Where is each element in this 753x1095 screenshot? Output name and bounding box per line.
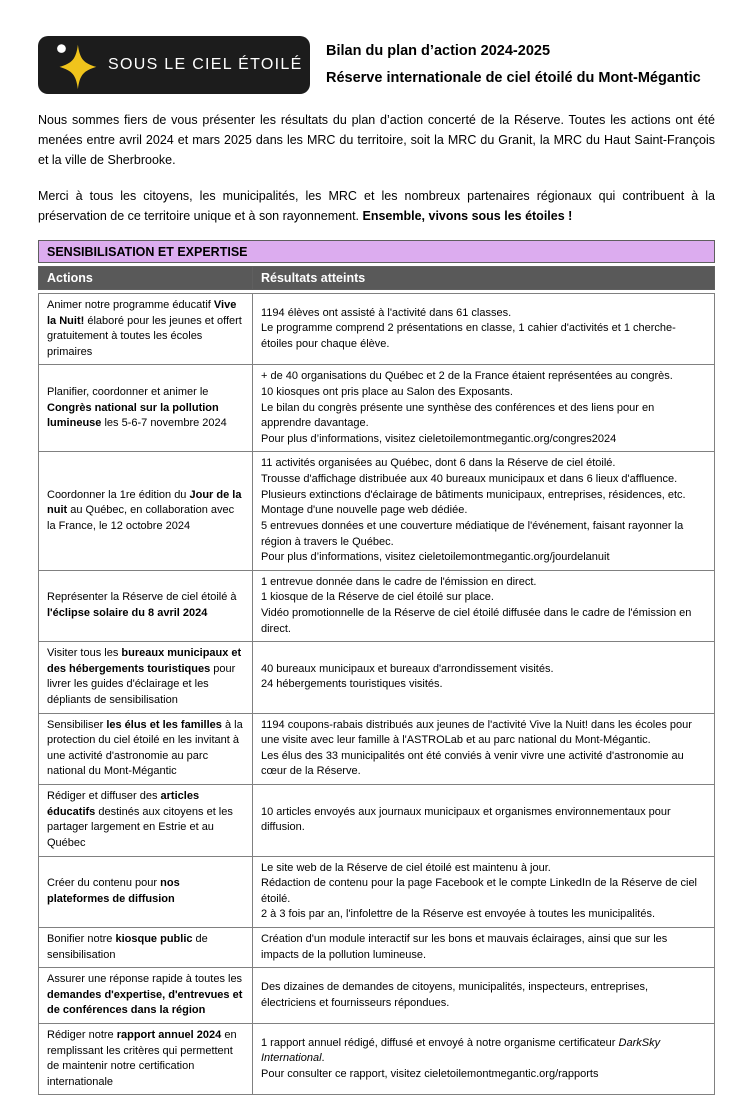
result-line bbox=[261, 861, 706, 877]
text-segment: Vive la Nuit! bbox=[47, 299, 237, 327]
result-line bbox=[261, 1036, 706, 1067]
star-icon bbox=[44, 36, 106, 94]
text-segment: rapport annuel 2024 bbox=[116, 1028, 222, 1041]
text-segment: élaboré pour les jeunes et offert gratuitement à toutes les écoles primaires bbox=[47, 314, 242, 358]
text-segment: Congrès national sur la pollution lumineuse bbox=[47, 401, 219, 430]
text-segment: Coordonner la 1re édition du bbox=[47, 488, 190, 501]
intro-paragraph-2 bbox=[38, 186, 715, 226]
table-row bbox=[39, 968, 715, 1024]
result-line bbox=[261, 932, 706, 963]
result-line bbox=[261, 805, 706, 836]
document-titles bbox=[326, 38, 701, 92]
result-line bbox=[261, 432, 706, 448]
text-segment: de sensibilisation bbox=[47, 932, 208, 961]
result-line bbox=[261, 718, 706, 749]
table-row bbox=[39, 294, 715, 365]
text-segment: 40 bureaux municipaux et bureaux d'arrondissement visités. bbox=[261, 662, 554, 675]
result-line bbox=[261, 550, 706, 566]
text-segment: Visiter tous les bbox=[47, 647, 122, 660]
result-line bbox=[261, 519, 706, 550]
action-cell bbox=[39, 856, 253, 927]
results-cell bbox=[253, 642, 715, 713]
results-cell bbox=[253, 968, 715, 1024]
column-header-actions: Actions bbox=[39, 267, 253, 290]
column-header-results: Résultats atteints bbox=[253, 267, 715, 290]
table-column-header bbox=[38, 266, 715, 290]
document-header bbox=[38, 36, 715, 94]
result-line bbox=[261, 606, 706, 637]
text-segment: nos plateformes de diffusion bbox=[47, 877, 180, 905]
dot-icon bbox=[57, 44, 66, 53]
result-line bbox=[261, 369, 706, 385]
action-cell bbox=[39, 570, 253, 641]
text-segment: 1194 coupons-rabais distribués aux jeunes de l'activité Vive la Nuit! dans les écoles pour une visite avec leur famille à l'ASTROLab et au parc national du Mont-Mégantic. bbox=[261, 718, 692, 747]
text-segment: 1 kiosque de la Réserve de ciel étoilé sur place. bbox=[261, 591, 494, 604]
text-segment: Rédiger notre bbox=[47, 1028, 117, 1041]
result-line bbox=[261, 662, 706, 678]
result-line bbox=[261, 472, 706, 488]
result-line bbox=[261, 385, 706, 401]
text-segment: Représenter la Réserve de ciel étoilé à bbox=[47, 591, 237, 604]
results-cell bbox=[253, 365, 715, 452]
table-row bbox=[39, 452, 715, 570]
text-segment: Rédaction de contenu pour la page Facebook et le compte LinkedIn de la Réserve de ciel étoilé. bbox=[261, 877, 698, 905]
text-segment: Animer notre programme éducatif bbox=[47, 299, 214, 311]
text-segment: 2 à 3 fois par an, l'infolettre de la Réserve est envoyée à toutes les municipalités. bbox=[261, 908, 656, 921]
text-segment: + de 40 organisations du Québec et 2 de la France étaient représentées au congrès. bbox=[261, 370, 673, 383]
text-segment: Les élus des 33 municipalités ont été conviés à venir vivre une activité d'astronomie au cœur de la Réserve. bbox=[261, 749, 684, 778]
text-segment: 1 entrevue donnée dans le cadre de l'émission en direct. bbox=[261, 575, 537, 588]
action-cell bbox=[39, 294, 253, 365]
text-segment: Des dizaines de demandes de citoyens, municipalités, inspecteurs, entreprises, électriciens et fournisseurs répondues. bbox=[261, 980, 649, 1009]
text-segment: en remplissant les critères qui permettent de maintenir notre certification internationale bbox=[47, 1028, 237, 1088]
table-row bbox=[39, 365, 715, 452]
table-row bbox=[39, 927, 715, 967]
text-segment: 5 entrevues données et une couverture médiatique de l'événement, faisant rayonner la région à travers le Québec. bbox=[261, 519, 684, 548]
text-segment: Rédiger et diffuser des bbox=[47, 790, 161, 803]
text-segment: kiosque public bbox=[115, 932, 193, 945]
text-segment: Vidéo promotionnelle de la Réserve de ciel étoilé diffusée dans le cadre de l'émission en direct. bbox=[261, 606, 692, 635]
text-segment: 1194 élèves ont assisté à l'activité dans 61 classes. bbox=[261, 306, 512, 319]
text-segment: Trousse d'affichage distribuée aux 40 bureaux municipaux et dans 6 lieux d'affluence. bbox=[261, 473, 678, 486]
action-cell bbox=[39, 927, 253, 967]
text-segment: 10 articles envoyés aux journaux municipaux et organismes environnementaux pour diffusion. bbox=[261, 805, 671, 834]
result-line bbox=[261, 980, 706, 1011]
result-line bbox=[261, 1067, 706, 1083]
text-segment: 10 kiosques ont pris place au Salon des Exposants. bbox=[261, 386, 513, 399]
result-line bbox=[261, 876, 706, 907]
results-cell bbox=[253, 927, 715, 967]
result-line bbox=[261, 306, 706, 322]
logo-text: SOUS LE CIEL ÉTOILÉ bbox=[108, 56, 303, 73]
text-segment: Jour de la nuit bbox=[47, 488, 242, 517]
results-cell bbox=[253, 1023, 715, 1094]
results-cell bbox=[253, 294, 715, 365]
text-segment: Le site web de la Réserve de ciel étoilé est maintenu à jour. bbox=[261, 861, 551, 874]
results-table bbox=[38, 293, 715, 1095]
document-title-line1: Bilan du plan d’action 2024-2025 bbox=[326, 43, 551, 59]
text-segment: Planifier, coordonner et animer le bbox=[47, 386, 209, 399]
section-title-band: SENSIBILISATION ET EXPERTISE bbox=[38, 240, 715, 263]
table-row bbox=[39, 642, 715, 713]
result-line bbox=[261, 677, 706, 693]
text-segment: destinés aux citoyens et les partager largement en Estrie et au Québec bbox=[47, 805, 233, 849]
table-row bbox=[39, 1023, 715, 1094]
text-segment: Pour consulter ce rapport, visitez cieletoilemontmegantic.org/rapports bbox=[261, 1068, 599, 1080]
action-cell bbox=[39, 713, 253, 784]
result-line bbox=[261, 488, 706, 504]
result-line bbox=[261, 503, 706, 519]
text-segment: au Québec, en collaboration avec la France, le 12 octobre 2024 bbox=[47, 504, 235, 532]
result-line bbox=[261, 456, 706, 472]
text-segment: l'éclipse solaire du 8 avril 2024 bbox=[47, 606, 208, 619]
text-segment: Montage d'une nouvelle page web dédiée. bbox=[261, 504, 468, 517]
table-row bbox=[39, 856, 715, 927]
text-segment: Le programme comprend 2 présentations en classe, 1 cahier d'activités et 1 cherche-étoiles pour chaque élève. bbox=[261, 322, 676, 351]
result-line bbox=[261, 590, 706, 606]
results-cell bbox=[253, 713, 715, 784]
intro-paragraph-1: Nous sommes fiers de vous présenter les résultats du plan d’action concerté de la Réserve. Toutes les actions ont été menées entre avril 2024 et mars 2025 dans les MRC du territoire, soit la MRC du Granit, la MRC du Haut Saint-François et la ville de Sherbrooke. bbox=[38, 113, 715, 167]
text-segment: les 5-6-7 novembre 2024 bbox=[101, 417, 227, 430]
text-segment: . bbox=[321, 1052, 325, 1065]
action-cell bbox=[39, 1023, 253, 1094]
result-line bbox=[261, 575, 706, 591]
text-segment: bureaux municipaux et des hébergements touristiques bbox=[47, 647, 242, 675]
text-segment: Bonifier notre bbox=[47, 932, 116, 945]
table-row bbox=[39, 570, 715, 641]
result-line bbox=[261, 749, 706, 780]
text-segment: Assurer une réponse rapide à toutes les bbox=[47, 973, 243, 986]
text-segment: Plusieurs extinctions d'éclairage de bâtiments municipaux, entreprises, résidences, etc. bbox=[261, 488, 686, 501]
results-cell bbox=[253, 785, 715, 856]
text-segment: Créer du contenu pour bbox=[47, 877, 161, 890]
text-segment: Pour plus d’informations, visitez cieletoilemontmegantic.org/congres2024 bbox=[261, 432, 617, 445]
table-row bbox=[39, 713, 715, 784]
text-segment: Sensibiliser bbox=[47, 718, 107, 731]
text-segment: à la protection du ciel étoilé en les invitant à une activité d'astronomie au parc national du Mont-Mégantic bbox=[47, 718, 243, 778]
table-header-row bbox=[39, 267, 715, 290]
action-cell bbox=[39, 642, 253, 713]
text-segment: 11 activités organisées au Québec, dont 6 dans la Réserve de ciel étoilé. bbox=[261, 457, 616, 470]
action-cell bbox=[39, 452, 253, 570]
results-cell bbox=[253, 570, 715, 641]
result-line bbox=[261, 321, 706, 352]
table-row bbox=[39, 785, 715, 856]
text-segment: articles éducatifs bbox=[47, 790, 200, 818]
text-segment: DarkSky International bbox=[261, 1036, 661, 1065]
results-cell bbox=[253, 856, 715, 927]
document-title-line2: Réserve internationale de ciel étoilé du Mont-Mégantic bbox=[326, 70, 701, 86]
text-segment: 24 hébergements touristiques visités. bbox=[261, 678, 443, 691]
logo bbox=[38, 36, 310, 94]
action-cell bbox=[39, 968, 253, 1024]
text-segment: Pour plus d’informations, visitez cieletoilemontmegantic.org/jourdelanuit bbox=[261, 551, 610, 564]
text-segment: pour livrer les guides d'éclairage et les dépliants de sensibilisation bbox=[47, 662, 236, 707]
text-segment: demandes d'expertise, d'entrevues et de conférences dans la région bbox=[47, 988, 243, 1017]
action-cell bbox=[39, 365, 253, 452]
action-cell bbox=[39, 785, 253, 856]
text-segment: Création d'un module interactif sur les bons et mauvais éclairages, ainsi que sur les impacts de la pollution lumineuse. bbox=[261, 932, 668, 961]
result-line bbox=[261, 907, 706, 923]
intro-paragraph-2-text: Merci à tous les citoyens, les municipalités, les MRC et les nombreux partenaires régionaux qui contribuent à la préservation de ce territoire unique et à son rayonnement. bbox=[38, 189, 715, 223]
text-segment: Le bilan du congrès présente une synthèse des conférences et des liens pour en apprendre davantage. bbox=[261, 401, 655, 430]
text-segment: les élus et les familles bbox=[106, 718, 222, 731]
intro-paragraph-2-bold: Ensemble, vivons sous les étoiles ! bbox=[362, 209, 573, 223]
result-line bbox=[261, 401, 706, 432]
results-cell bbox=[253, 452, 715, 570]
text-segment: 1 rapport annuel rédigé, diffusé et envoyé à notre organisme certificateur bbox=[261, 1036, 619, 1049]
